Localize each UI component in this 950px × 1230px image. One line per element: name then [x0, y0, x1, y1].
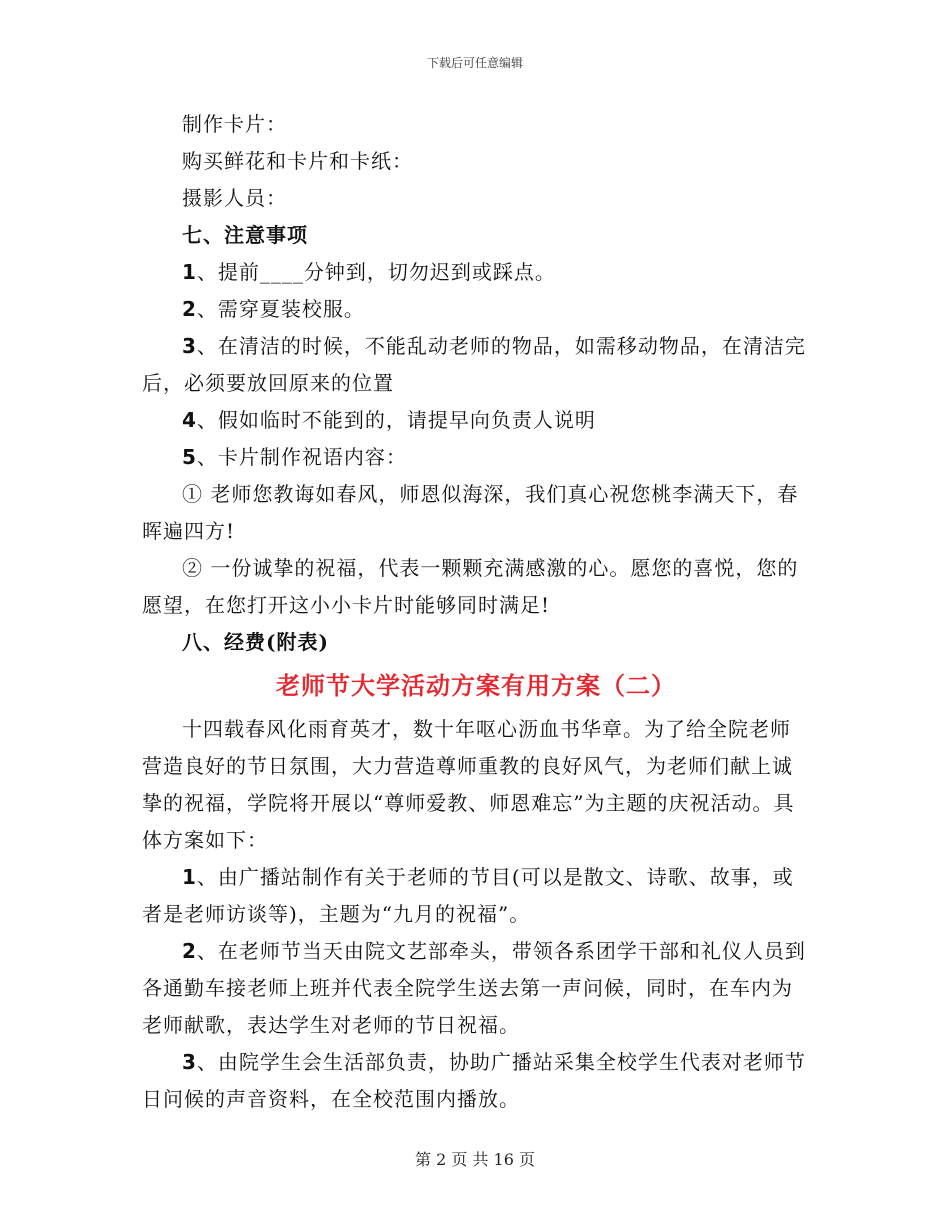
section-heading-7: 七、注意事项	[182, 223, 308, 247]
item-text: 、由广播站制作有关于老师的节目(可以是散文、诗歌、故事，或者是老师访谈等)，主题为“九月的祝福”。	[142, 865, 794, 926]
blessing-text: ② 一份诚挚的祝福，代表一颗颗充满感激的心。愿您的喜悦，您的愿望，在您打开这小小卡片时能够同时满足!	[142, 556, 799, 617]
list-item	[142, 291, 810, 328]
document-title: 老师节大学活动方案有用方案（二）	[276, 671, 676, 700]
section-heading-8: 八、经费(附表)	[182, 630, 329, 654]
list-item	[142, 328, 810, 402]
list-item	[142, 933, 810, 1044]
list-item	[142, 402, 810, 439]
document-body	[142, 106, 810, 1118]
page-footer: 第 2 页 共 16 页	[415, 1150, 535, 1169]
item-text: 、在清洁的时候，不能乱动老师的物品，如需移动物品，在清洁完后，必须要放回原来的位置	[142, 334, 806, 395]
list-item	[142, 859, 810, 933]
item-number: 1	[182, 865, 197, 889]
item-text: 、由院学生会生活部负责，协助广播站采集全校学生代表对老师节日问候的声音资料，在全校范围内播放。	[142, 1050, 806, 1111]
text-line: 制作卡片：	[182, 112, 287, 136]
intro-paragraph: 十四载春风化雨育英才，数十年呕心沥血书华章。为了给全院老师营造良好的节日氛围，大力营造尊师重教的良好风气，为老师们献上诚挚的祝福，学院将开展以“尊师爱教、师恩难忘”为主题的庆祝活动。具体方案如下：	[142, 717, 795, 852]
item-text: 、卡片制作祝语内容：	[196, 445, 407, 469]
header-note: 下载后可任意编辑	[426, 56, 523, 70]
item-text: 、需穿夏装校服。	[196, 297, 365, 321]
item-number: 3	[182, 334, 197, 358]
list-item	[142, 439, 810, 476]
item-number: 5	[182, 445, 197, 469]
blessing-text: ① 老师您教诲如春风，师恩似海深，我们真心祝您桃李满天下，春晖遍四方!	[142, 482, 799, 543]
text-line: 购买鲜花和卡片和卡纸：	[182, 149, 413, 173]
list-item	[142, 1044, 810, 1118]
item-number: 3	[182, 1050, 197, 1074]
item-number: 1	[182, 260, 197, 284]
item-text: 、假如临时不能到的，请提早向负责人说明	[196, 408, 596, 432]
list-item	[142, 254, 810, 291]
text-line: 摄影人员：	[182, 186, 287, 210]
item-text: 、在老师节当天由院文艺部牵头，带领各系团学干部和礼仪人员到各通勤车接老师上班并代表全院学生送去第一声问候，同时，在车内为老师献歌，表达学生对老师的节日祝福。	[142, 939, 806, 1037]
item-number: 2	[182, 939, 197, 963]
item-number: 4	[182, 408, 197, 432]
item-text: 、提前____分钟到，切勿迟到或踩点。	[196, 260, 556, 284]
item-number: 2	[182, 297, 197, 321]
